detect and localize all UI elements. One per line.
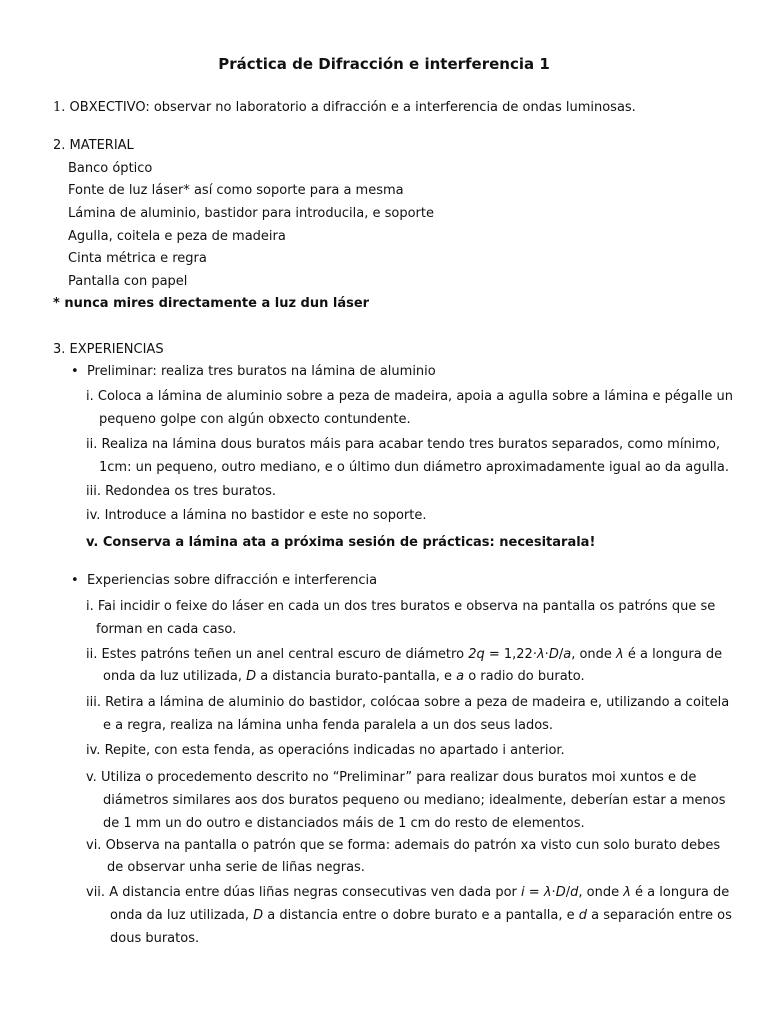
step-text: Redondea os tres buratos.	[105, 484, 277, 499]
material-item: Lámina de aluminio, bastidor para introducila, e soporte	[68, 206, 434, 221]
step-text: Estes patróns teñen un anel central escuro de diámetro 2q = 1,22·λ·D/a, onde λ é a longura de	[101, 647, 723, 662]
step-text: Fai incidir o feixe do láser en cada un dos tres buratos e observa na pantalla os patróns que se	[97, 599, 716, 614]
step-number: v.	[86, 770, 97, 785]
step-number: i.	[86, 599, 94, 614]
material-item: Fonte de luz láser* así como soporte para a mesma	[68, 183, 404, 198]
step-number: iii.	[86, 484, 101, 499]
material-heading: 2. MATERIAL	[53, 138, 134, 153]
bullet-diffraction	[71, 572, 377, 589]
step-text: Retira a lámina de aluminio do bastidor, colócaa sobre a peza de madeira e, utilizando a coitela	[105, 695, 730, 710]
preliminar-title: Preliminar: realiza tres buratos na lámina de aluminio	[86, 364, 436, 379]
laser-warning: * nunca mires directamente a luz dun láser	[53, 296, 370, 311]
bullet-icon: •	[71, 364, 79, 379]
step-text-continued: dous buratos.	[110, 931, 200, 946]
step-number: iv.	[86, 508, 101, 523]
step-text-continued: diámetros similares aos dos buratos pequeno ou mediano; idealmente, deberían estar a menos	[103, 793, 726, 808]
preliminar-step-iii	[86, 483, 276, 500]
diffraction-step-ii	[86, 646, 722, 663]
material-item: Agulla, coitela e peza de madeira	[68, 229, 286, 244]
material-item: Pantalla con papel	[68, 274, 188, 289]
objective-line	[53, 99, 636, 116]
step-text-continued: onda da luz utilizada, D a distancia entre o dobre burato e a pantalla, e d a separación entre os	[110, 908, 732, 923]
step-text: Conserva a lámina ata a próxima sesión de prácticas: necesitarala!	[102, 535, 596, 550]
diffraction-step-vi	[86, 837, 720, 854]
step-text-continued: onda da luz utilizada, D a distancia burato-pantalla, e a o radio do burato.	[103, 669, 585, 684]
step-text-continued: de observar unha serie de liñas negras.	[107, 860, 365, 875]
step-text: Coloca a lámina de aluminio sobre a peza de madeira, apoia a agulla sobre a lámina e pégalle un	[97, 389, 733, 404]
diffraction-title: Experiencias sobre difracción e interferencia	[86, 573, 378, 588]
experiences-heading: 3. EXPERIENCIAS	[53, 342, 164, 357]
step-text-continued: de 1 mm un do outro e distanciados máis de 1 cm do resto de elementos.	[103, 816, 585, 831]
step-text: Utiliza o procedemento descrito no “Preliminar” para realizar dous buratos moi xuntos e de	[100, 770, 697, 785]
preliminar-step-v	[86, 534, 595, 551]
step-text: Observa na pantalla o patrón que se forma: ademais do patrón xa visto cun solo burato debes	[105, 838, 721, 853]
step-text: Introduce a lámina no bastidor e este no soporte.	[104, 508, 427, 523]
step-number: v.	[86, 535, 99, 550]
objective-number: 1.	[53, 100, 66, 115]
material-item: Banco óptico	[68, 161, 153, 176]
objective-text: OBXECTIVO: observar no laboratorio a difracción e a interferencia de ondas luminosas.	[69, 100, 636, 115]
preliminar-step-i	[86, 388, 733, 405]
step-text: A distancia entre dúas liñas negras consecutivas ven dada por i = λ·D/d, onde λ é a longura de	[109, 885, 730, 900]
diffraction-step-iv	[86, 742, 565, 759]
diffraction-step-iii	[86, 694, 729, 711]
diffraction-step-v	[86, 769, 696, 786]
document-title: Práctica de Difracción e interferencia 1	[218, 55, 550, 73]
step-text: Repite, con esta fenda, as operacións indicadas no apartado i anterior.	[104, 743, 565, 758]
step-number: i.	[86, 389, 94, 404]
step-number: ii.	[86, 647, 98, 662]
step-text-continued: 1cm: un pequeno, outro mediano, e o último dun diámetro aproximadamente igual ao da agulla.	[99, 460, 730, 475]
step-number: iv.	[86, 743, 101, 758]
step-text-continued: forman en cada caso.	[96, 622, 237, 637]
diffraction-step-vii	[86, 884, 729, 901]
step-number: iii.	[86, 695, 101, 710]
step-number: vi.	[86, 838, 102, 853]
preliminar-step-iv	[86, 507, 427, 524]
step-text: Realiza na lámina dous buratos máis para acabar tendo tres buratos separados, como mínimo,	[101, 437, 721, 452]
diffraction-step-i	[86, 598, 715, 615]
bullet-icon: •	[71, 573, 79, 588]
material-item: Cinta métrica e regra	[68, 251, 207, 266]
preliminar-step-ii	[86, 436, 720, 453]
step-number: vii.	[86, 885, 106, 900]
step-text-continued: e a regra, realiza na lámina unha fenda paralela a un dos seus lados.	[103, 718, 554, 733]
step-text-continued: pequeno golpe con algún obxecto contundente.	[99, 412, 411, 427]
bullet-preliminar	[71, 363, 436, 380]
step-number: ii.	[86, 437, 98, 452]
